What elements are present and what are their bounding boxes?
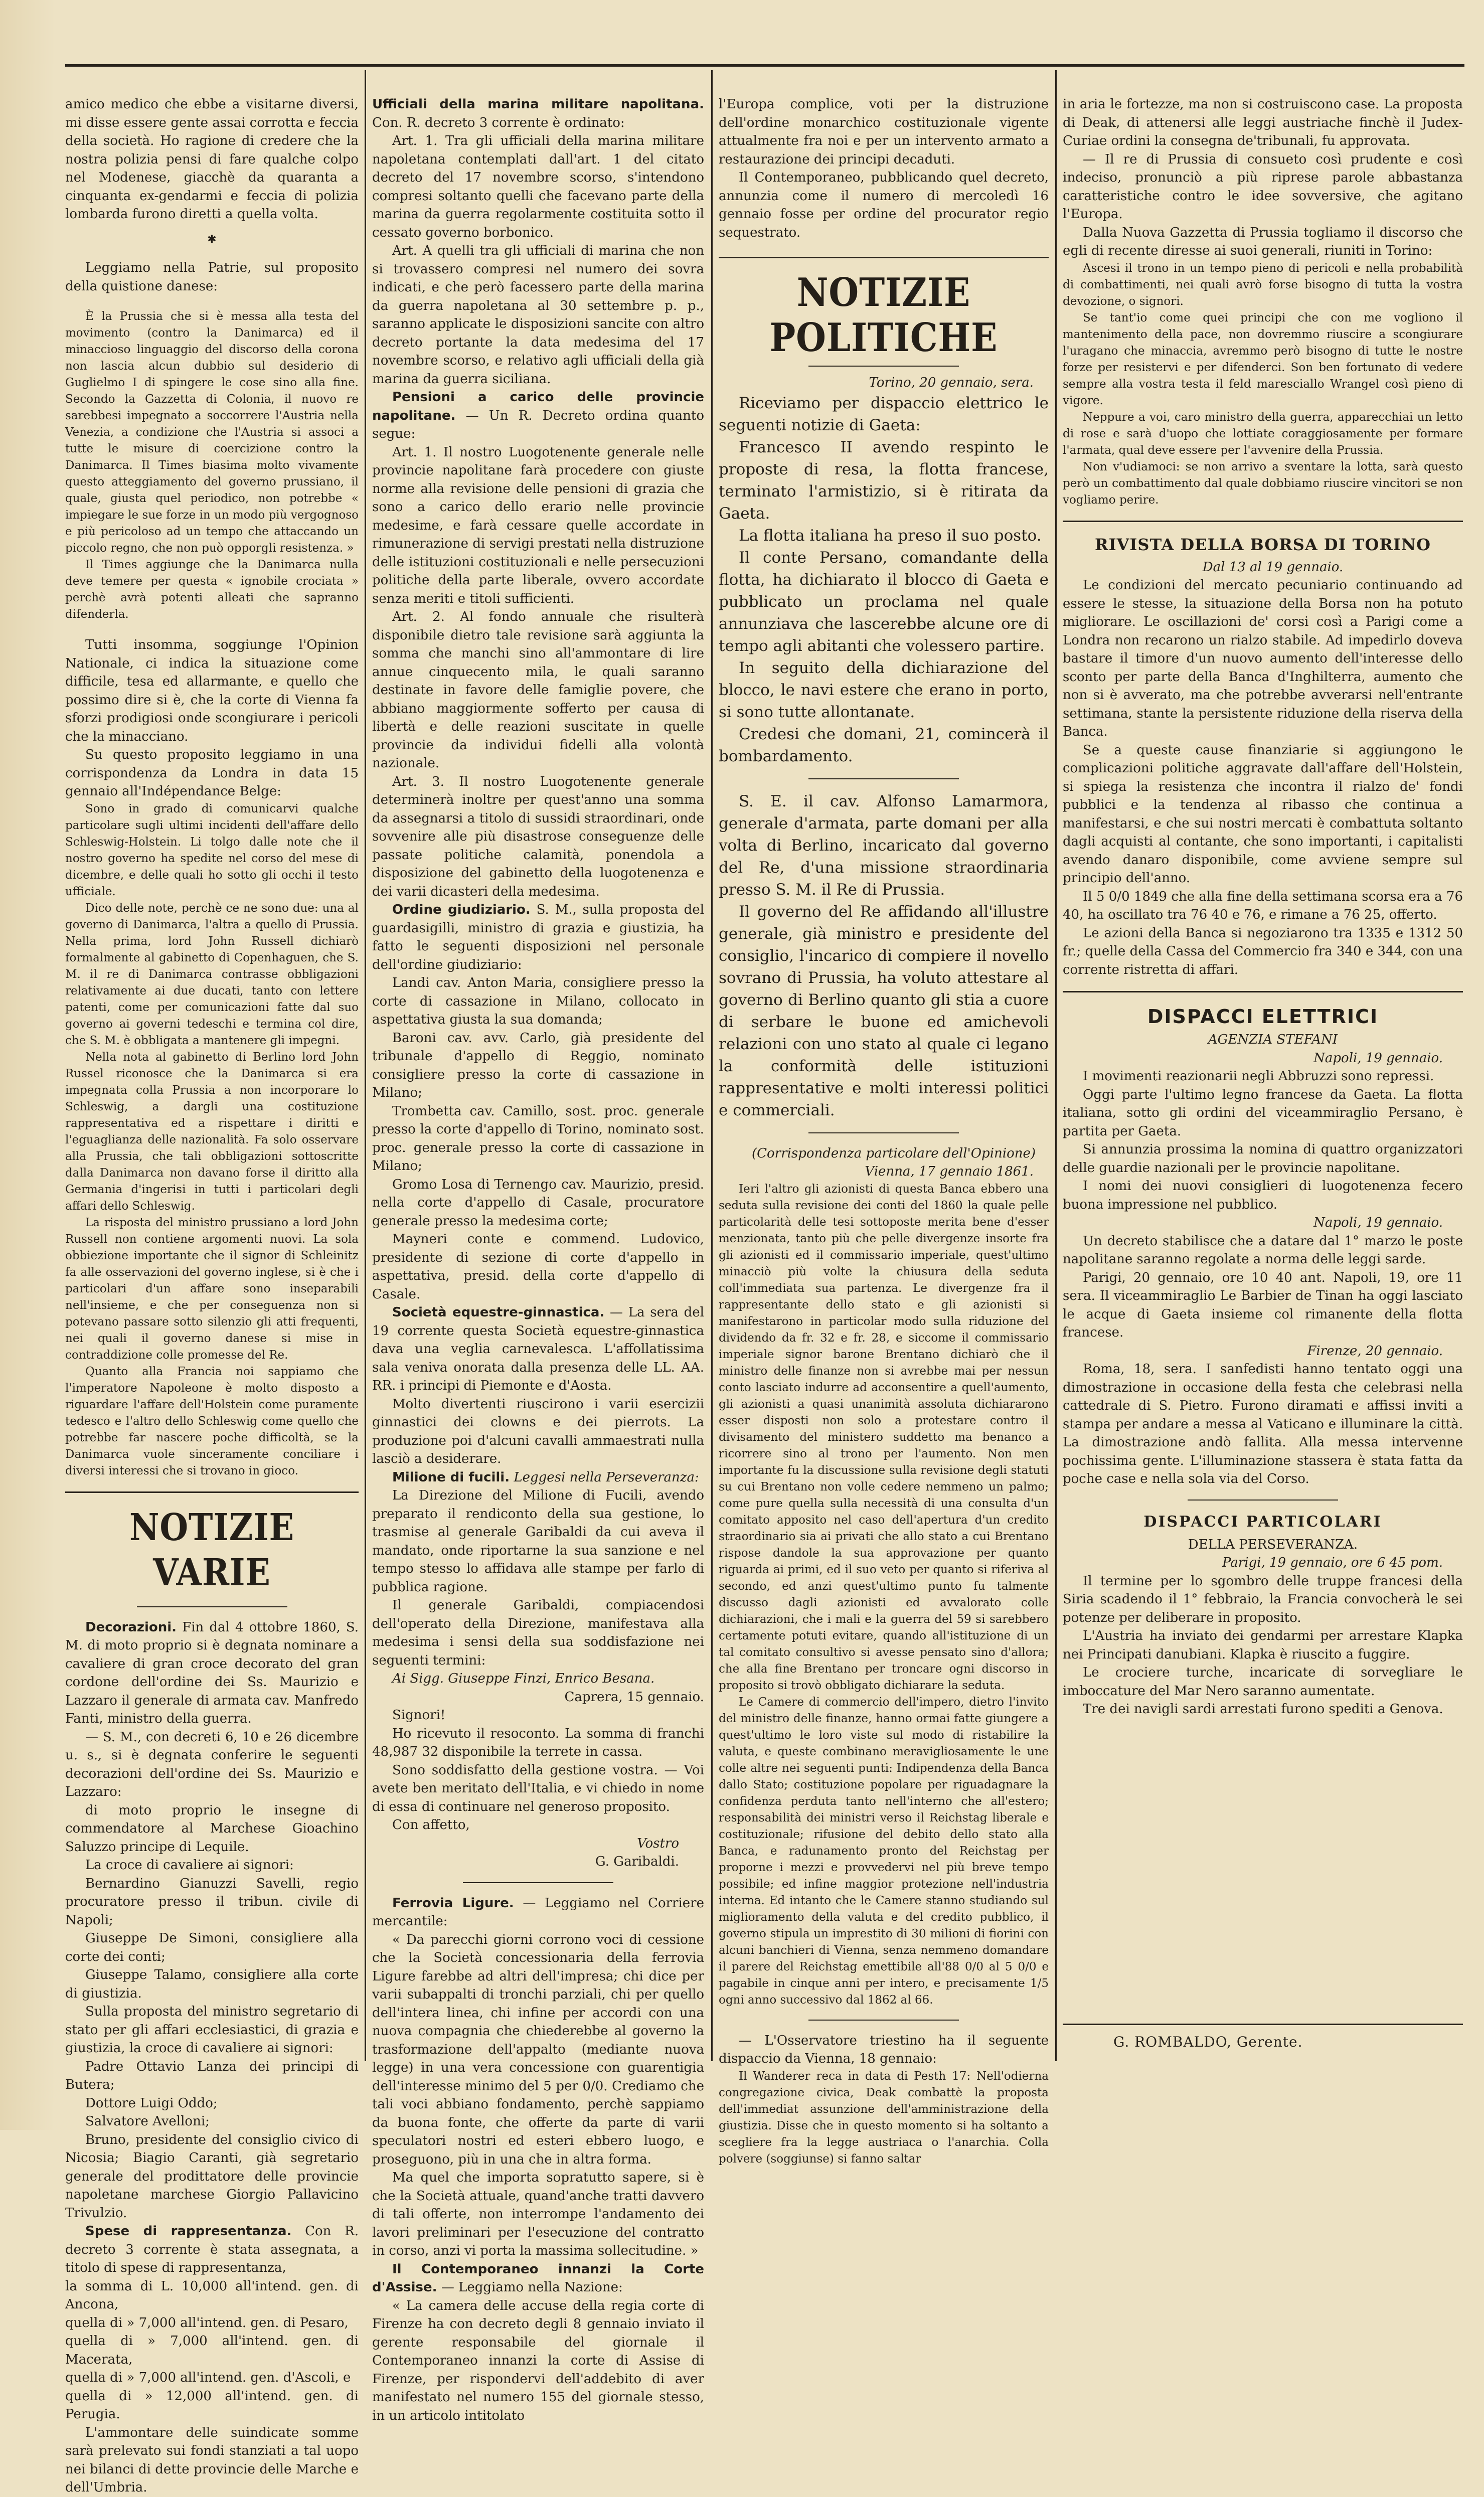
paragraph: Bernardino Gianuzzi Savelli, regio procuratore presso il tribun. civile di Napoli; [65,1876,359,1928]
section-rule [1063,991,1463,992]
dateline: Firenze, 20 gennaio. [1307,1343,1443,1359]
paragraph: Se a queste cause finanziarie si aggiungono le complicazioni politiche aggravate dall'affare dell'Holstein, si spiega la resistenza che incontra il rialzo de' fondi pubblici e la tendenza al ribasso che continua a manifestarsi, e che sui nostri mercati è combattuta soltanto dagli acquisti al contante, che sono importanti, i capitalisti avendo danaro disponibile, come avviene sempre sul principio dell'anno. [1063,742,1463,886]
list-line: quella di » 7,000 all'intend. gen. di Macerata, [65,2334,359,2367]
section-rule [1063,521,1463,522]
column-divider [711,70,713,2061]
list-line: quella di » 12,000 all'intend. gen. di Perugia. [65,2388,359,2422]
paragraph: — Il re di Prussia di consueto così prudente e così indeciso, pronunciò a più riprese parole abbastanza caratteristiche contro le idee sovversive, che agitano l'Europa. [1063,151,1463,222]
paragraph: Sulla proposta del ministro segretario di stato per gli affari ecclesiastici, di grazia e giustizia, la croce di cavaliere ai signori: [65,2004,359,2056]
paragraph: Dalla Nuova Gazzetta di Prussia togliamo il discorso che egli di recente diresse ai suoi generali, riuniti in Torino: [1063,225,1463,258]
paragraph: Padre Ottavio Lanza dei principi di Butera; [65,2059,359,2092]
paragraph: Art. 1. Il nostro Luogotenente generale nelle provincie napolitane farà procedere con giuste norme alla revisione delle pensioni di grazia che sono a carico dello erario nelle provincie medesime, e farà cessare quelle accordate in rimunerazione di servigi prestati nella distruzione delle istituzioni costituzionali e nelle persecuzioni politiche della parte liberale, ovvero accordate senza meriti e titoli sufficienti. [372,444,704,606]
paragraph: Giuseppe De Simoni, consigliere alla corte dei conti; [65,1931,359,1964]
paragraph: Giuseppe Talamo, consigliere alla corte di giustizia. [65,1967,359,2001]
paragraph: Le crociere turche, incaricate di sorvegliare le imboccature del Mar Nero saranno aumentate. [1063,1665,1463,1699]
title-rule [808,366,959,367]
paragraph: Art. 1. Tra gli ufficiali della marina militare napoletana contemplati dall'art. 1 del citato decreto del 17 novembre scorso, s'intendono compresi soltanto quelli che facevano parte della marina da guerra regolarmente costituita sotto il cessato governo borbonico. [372,133,704,240]
paragraph: Un decreto stabilisce che a datare dal 1° marzo le poste napolitane saranno regolate a norma delle leggi sarde. [1063,1233,1463,1267]
paragraph: L'ammontare delle suindicate somme sarà prelevato sui fondi stanziati a tal uopo nei bilanci di dette provincie delle Marche e dell'Umbria. [65,2425,359,2495]
dispacci-particolari-title: DISPACCI PARTICOLARI [1143,1513,1382,1531]
paragraph: La croce di cavaliere ai signori: [85,1858,294,1873]
paragraph: Sono in grado di comunicarvi qualche particolare sugli ultimi incidenti dell'affare dello Schleswig-Holstein. Li tolgo dalle note che il nostro governo ha spedite nel corso del mese di dicembre, e delle quali ho sotto gli occhi il testo ufficiale. [65,802,359,898]
paragraph: I nomi dei nuovi consiglieri di luogotenenza fecero buona impressione nel pubblico. [1063,1179,1463,1212]
dateline: Napoli, 19 gennaio. [1313,1215,1443,1230]
paragraph: Gromo Losa di Ternengo cav. Maurizio, presid. nella corte d'appello di Casale, procuratore generale presso la medesima corte; [372,1177,704,1229]
paragraph: Il 5 0/0 1849 che alla fine della settimana scorsa era a 76 40, ha oscillato tra 76 40 e 76, e rimane a 76 25, offerto. [1063,889,1463,922]
signature-line: Vostro [637,1836,679,1851]
paragraph: La risposta del ministro prussiano a lord John Russell non contiene argomenti nuovi. La sola obbiezione importante che il signor di Schleinitz fa alle osservazioni del governo inglese, si è che i particolari d'un affare sono inseparabili nell'insieme, e che per conseguenza non si potevano passare sotto silenzio gli atti frequenti, nei quali il governo danese si mise in contraddizione colle promesse del Re. [65,1216,359,1362]
separator-star: ✱ [207,233,217,246]
dateline: Torino, 20 gennaio, sera. [869,375,1034,390]
ferrovia-heading: Ferrovia Ligure. [392,1895,514,1911]
dateline: Napoli, 19 gennaio. [1313,1050,1443,1066]
paragraph: — L'Osservatore triestino ha il seguente dispaccio da Vienna, 18 gennaio: [719,2033,1049,2066]
section-rule [808,2020,959,2021]
paragraph: in aria le fortezze, ma non si costruiscono case. La proposta di Deak, di attenersi alle leggi austriache finchè il Judex-Curiae ordini la consegna de'tribunali, fu approvata. [1063,97,1463,148]
paragraph: S. M., sulla proposta del guardasigilli, ministro di grazia e giustizia, ha fatto le seguenti disposizioni nel personale dell'ordine giudiziario: [372,902,705,972]
paragraph: Ascesi il trono in un tempo pieno di pericoli e nella probabilità di combattimenti, nei quali avrò forse bisogno di tutta la vostra devozione, o signori. [1063,261,1463,308]
paragraph: — Leggiamo nella Nazione: [441,2280,623,2295]
column-3 [719,95,1049,2166]
paragraph: Quanto alla Francia noi sappiamo che l'imperatore Napoleone è molto disposto a riguardare l'affare dell'Holstein come puramente tedesco e l'altro dello Schleswig come quello che potrebbe far nascere poche difficoltà, se la Danimarca vuole sinceramente conciliare i diversi interessi che si trovano in gioco. [65,1365,359,1477]
paragraph: Trombetta cav. Camillo, sost. proc. generale presso la corte d'appello di Torino, nominato sost. proc. generale presso la corte di cassazione in Milano; [372,1103,704,1174]
paragraph: Se tant'io come quei principi che con me vogliono il mantenimento della pace, non dovremmo riuscire a scongiurare l'uragano che minaccia, avremmo però bisogno di tutte le nostre forze per resistervi e per difenderci. Son ben fortunato di vedere sempre alla vostra testa il feld maresciallo Wrangel così pieno di vigore. [1063,311,1463,407]
dispacci-elettrici-title: DISPACCI ELETTRICI [1147,1006,1379,1028]
paragraph: Art. A quelli tra gli ufficiali di marina che non si trovassero compresi nel numero dei sovra indicati, e che però facessero parte della marina da guerra napoletana al 30 settembre p. p., saranno applicate le disposizioni sancite con altro decreto portante la data medesima del 17 novembre scorso, e relativo agli ufficiali della già marina da guerra siciliana. [372,243,704,387]
paragraph: Le Camere di commercio dell'impero, dietro l'invito del ministro delle finanze, hanno ormai fatte giungere a quest'ultimo le loro viste sul modo di ristabilire la valuta, e queste combinano meravigliosamente le une colle altre nei seguenti punti: Indipendenza della Banca dallo Stato; costituzione popolare per riguadagnare la confidenza perduta tanto nell'interno che all'estero; responsabilità dei ministri verso il Reichstag liberale e costituzionale; rifusione del debito dello stato alla Banca, e radunamento pronto del Reichstag per proporne i mezzi e provvedervi nel più breve tempo possibile; ed infine maggior protezione nell'industria interna. Ed intanto che le Camere stanno studiando sul miglioramento della valuta e del credito pubblico, il governo stipula un imprestito di 30 milioni di fiorini con alcuni banchieri di Vienna, senza nemmeno domandare il parere del Reichstag emettibile all'88 0/0 al 5 0/0 e pagabile in cinque anni per intero, e precisamente 1/5 ogni anno successivo dal 1862 al 66. [719,1695,1049,2007]
section-rule [1188,1500,1338,1501]
dateline: Dal 13 al 19 gennaio. [1202,559,1344,575]
newspaper-name: DELLA PERSEVERANZA. [1188,1537,1358,1552]
paragraph: Dottore Luigi Oddo; [85,2095,218,2111]
paragraph: Roma, 18, sera. I sanfedisti hanno tentato oggi una dimostrazione in occasione della festa che celebrasi nella cattedrale di S. Pietro. Furono diramati e affissi inviti a stampa per andare a messa al Vaticano e illuminare la città. La dimostrazione andò fallita. Alla messa intervenne pochissima gente. L'illuminazione stassera è stata fatta da poche case e nella sola via del Corso. [1063,1362,1463,1486]
contemporaneo-heading: Il Contemporaneo innanzi la Corte d'Assise. [372,2261,704,2295]
paragraph: Nella nota al gabinetto di Berlino lord John Russel riconosce che la Danimarca si era impegnata colla Prussia a non incorporare lo Schleswig, a dargli una costituzione rappresentativa ed a rispettare i diritti e l'eguaglianza delle nazionalità. Fa solo osservare alla Prussia, che tali obbligazioni sottoscritte dalla Danimarca non davano forse il diritto alla Germania d'ingerisi in tutti i particolari degli affari dello Schleswig. [65,1050,359,1213]
paragraph: Art. 2. Al fondo annuale che risulterà disponibile dietro tale revisione sarà aggiunta la somma che manchi sino all'ammontare di lire annue cinquecento mila, le quali saranno destinate in favore delle famiglie povere, che abbiano maggiormente sofferto per causa di libertà e delle reazioni suscitate in quelle provincie da individui fidelli alla volontà nazionale. [372,609,704,771]
paragraph: « La camera delle accuse della regia corte di Firenze ha con decreto degli 8 gennaio inviato il gerente responsabile del giornale il Contemporaneo innanzi la corte di Assise di Firenze, per rispondervi dell'addebito di aver manifestato nel numero 155 del giornale stesso, in un articolo intitolato [372,2298,704,2423]
milione-heading: Milione di fucili. [392,1469,510,1485]
section-rule [463,1882,613,1883]
list-line: quella di » 7,000 all'intend. gen. d'Ascoli, e [65,2370,351,2385]
paragraph: Il Contemporaneo, pubblicando quel decreto, annunzia come il numero di mercoledì 16 gennaio fosse per ordine del procurator regio sequestrato. [719,170,1049,240]
paragraph: È la Prussia che si è messa alla testa del movimento (contro la Danimarca) ed il minaccioso linguaggio del discorso della corona non lascia alcun dubbio sul desiderio di Guglielmo I di spingere le cose sino alla fine. Secondo la Gazzetta di Colonia, il nuovo re sarebbesi impegnato a soccorrere l'Austria nella Venezia, a condizione che l'Austria si associ a tutte le misure di coercizione contro la Danimarca. Il Times biasima molto vivamente questo atteggiamento del governo prussiano, il quale, giusta quel periodico, non potrebbe « impiegare le sue forze in un modo più vergognoso e più pericoloso ad un tempo che attaccando un piccolo regno, che non può opporgli resistenza. » [65,310,359,555]
ufficiali-heading: Ufficiali della marina militare napolitana. [372,97,704,112]
paragraph: « Da parecchi giorni corrono voci di cessione che la Società concessionaria della ferrovia Ligure farebbe ad altri dell'impresa; chi dice per varii subappalti di tronchi parziali, chi per quello dell'intera linea, chi infine per accordi con una nuova compagnia che chiederebbe al governo la trasformazione dell'appalto (mediante nuova legge) in una vera concessione con guarentigia dell'interesse minimo del 5 per 0/0. Crediamo che tali voci abbiano fondamento, perchè sappiamo da buona fonte, che offerte da parte di varii speculatori nostri ed esteri ebbero luogo, e proseguono, più in una che in altra forma. [372,1932,704,2167]
paragraph: Baroni cav. avv. Carlo, già presidente del tribunale d'appello di Reggio, nominato consigliere presso la corte di cassazione in Milano; [372,1030,704,1100]
paragraph: Francesco II avendo respinto le proposte di resa, la flotta francese, terminato l'armistizio, si è ritirata da Gaeta. [719,438,1049,523]
paragraph: — Un R. Decreto ordina quanto segue: [372,408,704,441]
list-line: quella di » 7,000 all'intend. gen. di Pesaro, [65,2315,349,2330]
paragraph: Non v'udiamoci: se non arrivo a sventare la lotta, sarà questo però un combattimento dal quale dobbiamo riuscire vincitori se non vogliamo perire. [1063,460,1463,507]
title-rule [137,1606,287,1607]
column-2 [372,95,705,2423]
paragraph: l'Europa complice, voti per la distruzione dell'ordine monarchico costituzionale vigente attualmente fra noi e per un intervento armato a restaurazione dei principi decaduti. [719,97,1049,167]
paragraph: Con. R. decreto 3 corrente è ordinato: [372,115,625,130]
paragraph: S. E. il cav. Alfonso Lamarmora, generale d'armata, parte domani per alla volta di Berlino, incaricato dal governo del Re, d'una missione straordinaria presso S. M. il Re di Prussia. [719,792,1049,899]
paragraph: Riceviamo per dispaccio elettrico le seguenti notizie di Gaeta: [719,394,1049,434]
notizie-politiche-title: NOTIZIE POLITICHE [769,270,998,361]
paragraph: Su questo proposito leggiamo in una corrispondenza da Londra in data 15 gennaio all'Indépendance Belge: [65,747,359,799]
section-rule [808,778,959,779]
paragraph: Le condizioni del mercato pecuniario continuando ad essere le stesse, la situazione della Borsa non ha potuto migliorare. Le oscillazioni de' corsi così a Parigi come a Londra non recarono un rialzo stabile. Ad impedirlo doveva bastare il timore d'un nuovo aumento dell'interesse dello sconto per parte della Banca d'Inghilterra, aumento che non si è avverato, ma che potrebbe avverarsi nell'entrante settimana, stante la persistente riduzione della riserva della Banca. [1063,578,1463,739]
societa-heading: Società equestre-ginnastica. [392,1305,605,1320]
paragraph: I movimenti reazionarii negli Abbruzzi sono repressi. [1083,1069,1434,1084]
list-line: la somma di L. 10,000 all'intend. gen. di Ancona, [65,2278,359,2312]
paragraph: In seguito della dichiarazione del blocco, le navi estere che erano in porto, si sono tutte allontanate. [719,658,1049,721]
paragraph: — Leggiamo nel Corriere mercantile: [372,1895,704,1929]
dateline: Caprera, 15 gennaio. [564,1689,704,1705]
paragraph: Oggi parte l'ultimo legno francese da Gaeta. La flotta italiana, sotto gli ordini del viceammiraglio Persano, è partita per Gaeta. [1063,1087,1463,1139]
paragraph: Il generale Garibaldi, compiacendosi dell'operato della Direzione, manifestava alla medesima i sensi della sua soddisfazione nei seguenti termini: [372,1598,704,1668]
lead-article [719,392,1049,1121]
paragraph: Tutti insomma, soggiunge l'Opinion Nationale, ci indica la situazione come difficile, tesa ed allarmante, e quello che possimo dire si è, che la corte di Vienna fa sforzi prodigiosi onde scongiurare i pericoli che la minacciano. [65,637,359,744]
paragraph: Art. 3. Il nostro Luogotenente generale determinerà inoltre per quest'anno una somma da assegnarsi a titolo di sussidi straordinari, onde sovvenire alle più disastrose conseguenze delle passate politiche calamità, ponendola a disposizione del gabinetto della luogotenenza e dei varii dicasteri della medesima. [372,774,704,899]
paragraph: Ho ricevuto il resoconto. La somma di franchi 48,987 32 disponibile la terrete in cassa. [372,1726,704,1759]
signature: G. Garibaldi. [595,1854,679,1869]
paragraph: Il Times aggiunge che la Danimarca nulla deve temere per questa « ignobile crociata » perchè avrà potenti alleati che sapranno difenderla. [65,558,359,621]
gerente-signature: G. ROMBALDO, Gerente. [1113,2034,1303,2050]
paragraph: L'Austria ha inviato dei gendarmi per arrestare Klapka nei Principati danubiani. Klapka è riuscito a fuggire. [1063,1628,1463,1662]
paragraph: — S. M., con decreti 6, 10 e 26 dicembre u. s., si è degnata conferire le seguenti decorazioni dell'ordine dei Ss. Maurizio e Lazzaro: [65,1729,359,1799]
paragraph: La flotta italiana ha preso il suo posto. [739,526,1042,545]
section-rule [65,1491,359,1493]
paragraph: Mayneri conte e commend. Ludovico, presidente di sezione di corte d'appello in aspettativa, presid. della corte d'appello di Casale. [372,1232,704,1302]
paragraph: Con affetto, [392,1817,470,1833]
paragraph: Sono soddisfatto della gestione vostra. — Voi avete ben meritato dell'Italia, e vi chiedo in nome di essa di continuare nel generoso proposito. [372,1762,704,1814]
paragraph: Salvatore Avelloni; [85,2114,210,2129]
borsa-title: RIVISTA DELLA BORSA DI TORINO [1094,535,1431,554]
paragraph: Neppure a voi, caro ministro della guerra, apparecchiai un letto di rose e sarà d'uopo che lottiate coraggiosamente per formare l'armata, qual deve essere per l'avvenire della Prussia. [1063,410,1463,457]
paragraph: Tre dei navigli sardi arrestati furono spediti a Genova. [1083,1702,1443,1717]
column-4 [1063,95,1463,2061]
paragraph: Il governo del Re affidando all'illustre generale, già ministro e presidente del consiglio, l'incarico di compiere il novello sovrano di Prussia, ha voluto attestare al governo di Berlino quanto gli stia a cuore di serbare le buone ed amichevoli relazioni con uno stato al quale ci legano la conformità delle istituzioni rappresentative e molti interessi politici e commerciali. [719,902,1049,1119]
section-rule [719,257,1049,258]
paragraph: — La sera del 19 corrente questa Società equestre-ginnastica dava una veglia carnevalesca. L'affollatissima sala veniva onorata dalla presenza delle LL. AA. RR. i principi di Piemonte e d'Aosta. [372,1305,704,1393]
paragraph: Il conte Persano, comandante della flotta, ha dichiarato il blocco di Gaeta e pubblicato un proclama nel quale annunziava che lascerebbe alcune ore di tempo agli abitanti che volessero partire. [719,548,1049,655]
paragraph: Leggesi nella Perseveranza: [514,1469,699,1485]
paragraph: Ma quel che importa sopratutto sapere, si è che la Società attuale, quand'anche tratti davvero di tali offerte, non interrompe l'andamento dei lavori preliminari per l'esecuzione del contratto in corso, anzi vi porta la massima sollecitudine. » [372,2170,704,2258]
footer-rule [1063,2024,1463,2025]
top-rule [65,64,1464,67]
page-edge [0,0,55,2130]
paragraph: Signori! [392,1708,446,1723]
paragraph: Con R. decreto 3 corrente è stata assegnata, a titolo di spese di rappresentanza, [65,2224,359,2275]
paragraph: La Direzione del Milione di Fucili, avendo preparato il rendiconto della sua gestione, lo trasmise al generale Garibaldi da cui aveva il mandato, onde riportarne la sua sanzione e nel tempo stesso lo affidava alle stampe per farlo di pubblica ragione. [372,1488,704,1595]
column-divider [365,70,366,2061]
column-1 [65,95,359,2495]
column-divider [1055,70,1057,2061]
paragraph: amico medico che ebbe a visitarne diversi, mi disse essere gente assai corrotta e feccia della società. Ho ragione di credere che la nostra polizia pensi di fare qualche colpo nel Modenese, giacchè da quaranta a cinquanta ex-gendarmi e feccia di polizia lombarda furono diretti a quella volta. [65,97,359,222]
paragraph: Si annunzia prossima la nomina di quattro organizzatori delle guardie nazionali per le provincie napolitane. [1063,1142,1463,1176]
section-rule [808,1132,959,1133]
paragraph: Fin dal 4 ottobre 1860, S. M. di moto proprio si è degnata nominare a cavaliere di gran croce decorato del gran cordone dell'ordine dei Ss. Maurizio e Lazzaro il generale di armata cav. Manfredo Fanti, ministro della guerra. [65,1619,359,1726]
paragraph: di moto proprio le insegne di commendatore al Marchese Gioachino Saluzzo principe di Lequile. [65,1802,359,1855]
paragraph: Credesi che domani, 21, comincerà il bombardamento. [719,725,1049,765]
paragraph: Le azioni della Banca si negoziarono tra 1335 e 1312 50 fr.; quelle della Cassa del Commercio fra 340 e 344, con una corrente ristretta di affari. [1063,925,1463,977]
paragraph: Leggiamo nella Patrie, sul proposito della quistione danese: [65,260,359,294]
decorazioni-heading: Decorazioni. [85,1619,177,1635]
paragraph: Parigi, 20 gennaio, ore 10 40 ant. Napoli, 19, ore 11 sera. Il viceammiraglio Le Barbier de Tinan ha oggi lasciato le acque di Gaeta insieme col rimanente della flotta francese. [1063,1270,1463,1340]
paragraph: Il Wanderer reca in data di Pesth 17: Nell'odierna congregazione civica, Deak combattè la proposta dell'immediat assunzione dell'amministrazione della giustizia. Disse che in questo momento si ha soltanto a scegliere fra la legge austriaca o l'anarchia. Colla polvere (soggiunse) si fanno saltar [719,2069,1049,2166]
notizie-varie-title: NOTIZIE VARIE [129,1506,294,1594]
correspondence-heading: (Corrispondenza particolare dell'Opinione) [751,1145,1036,1161]
paragraph: Il termine per lo sgombro delle truppe francesi della Siria scadendo il 1° febbraio, la Francia convocherà le sei potenze per deliberare in proposito. [1063,1573,1463,1625]
paragraph: Landi cav. Anton Maria, consigliere presso la corte di cassazione in Milano, collocato in aspettativa giusta la sua domanda; [372,975,704,1027]
paragraph: Bruno, presidente del consiglio civico di Nicosia; Biagio Caranti, già segretario generale del prodittatore delle provincie napoletane marchese Giorgio Pallavicino Trivulzio. [65,2132,359,2221]
agency-name: AGENZIA STEFANI [1208,1032,1338,1047]
paragraph: Molto divertenti riuscirono i varii esercizii ginnastici dei clowns e dei pierrots. La produzione poi d'alcuni cavalli ammaestrati nulla lasciò a desiderare. [372,1396,704,1466]
paragraph: Ieri l'altro gli azionisti di questa Banca ebbero una seduta sulla revisione dei conti del 1860 la quale pelle particolarità delle tesi sottoposte merita bene d'esser menzionata, tanto più che pelle divergenze insorte fra gli azionisti ed il commissario imperiale, quest'ultimo minacciò più volte la chiusura della seduta coll'immediata sua partenza. Le divergenze fra il rappresentante dello stato e gli azionisti si manifestarono in particolar modo sulla riduzione del dividendo da fr. 32 e fr. 28, e siccome il commissario imperiale signor barone Brentano dichiarò che il ministro delle finanze non si avrebbe mai per nessun conto lasciato indurre ad acconsentire a quell'aumento, gli azionisti a quasi unanimità assoluta dichiararono esser disposti non solo a protestare contro il divisamento del ministero suddetto ma benanco a ricorrere sino al trono per l'aumento. Non men importante fu la discussione sulla revisione degli statuti su cui Brentano non volle cedere nemmeno un palmo; come pure quella sulla necessità di una consulta d'un comitato apposito nel caso dell'apertura d'un credito straordinario sia ai privati che allo stato a cui Brentano rispose dandole la sua approvazione per quanto riguarda ai primi, ed il suo veto per quanto si riferiva al secondo, ed anzi quest'ultimo punto fu talmente discusso dagli azionisti ed avvalorato colle dichiarazioni, che i mali e la guerra del 59 si sarebbero certamente potuti evitare, quando all'istituzione di un tal comitato consultivo si avesse pensato sino d'allora; che alla fine Brentano per troncare ogni discorso in proposito si trovò obbligato dichiarare la seduta. [719,1182,1049,1692]
ordine-heading: Ordine giudiziario. [392,902,531,917]
spese-heading: Spese di rappresentanza. [85,2224,292,2239]
paragraph: Ai Sigg. Giuseppe Finzi, Enrico Besana. [392,1671,655,1686]
dateline: Vienna, 17 gennaio 1861. [865,1164,1034,1179]
paragraph: Dico delle note, perchè ce ne sono due: una al governo di Danimarca, l'altra a quello di Prussia. Nella prima, lord John Russell dichiarò formalmente al gabinetto di Copenhaguen, che S. M. il re di Danimarca contrasse obbligazioni relativamente ai due ducati, tanto con lettere patenti, come per comunicazioni fatte dal suo governo ai governi tedeschi e termina col dire, che S. M. è obbligata a mantenere gli impegni. [65,901,359,1047]
dateline: Parigi, 19 gennaio, ore 6 45 pom. [1222,1555,1443,1570]
pensioni-heading: Pensioni a carico delle provincie napolitane. [372,390,704,423]
